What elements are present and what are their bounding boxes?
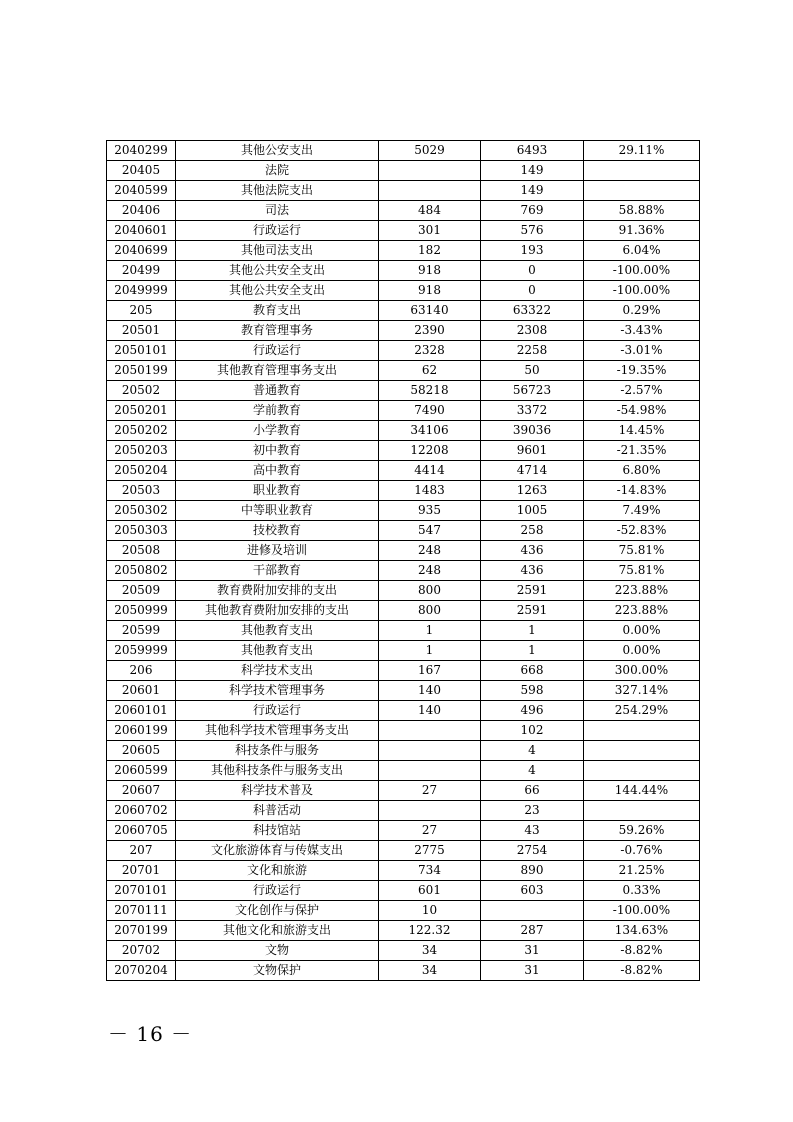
subject-name-cell: 其他公共安全支出 <box>176 261 379 281</box>
table-row <box>107 521 700 541</box>
table-row <box>107 261 700 281</box>
change-percent-cell: 0.00% <box>584 621 700 641</box>
change-percent-cell: 7.49% <box>584 501 700 521</box>
subject-code-cell: 20502 <box>107 381 176 401</box>
change-percent-cell: 6.04% <box>584 241 700 261</box>
subject-code-cell: 2050999 <box>107 601 176 621</box>
subject-name-cell: 科技馆站 <box>176 821 379 841</box>
table-row <box>107 541 700 561</box>
prior-amount-cell: 27 <box>379 781 481 801</box>
table-row <box>107 601 700 621</box>
change-percent-cell: -3.01% <box>584 341 700 361</box>
prior-amount-cell: 122.32 <box>379 921 481 941</box>
subject-name-cell: 学前教育 <box>176 401 379 421</box>
table-row <box>107 801 700 821</box>
subject-code-cell: 2040699 <box>107 241 176 261</box>
table-row <box>107 381 700 401</box>
prior-amount-cell: 484 <box>379 201 481 221</box>
table-row <box>107 441 700 461</box>
subject-code-cell: 20607 <box>107 781 176 801</box>
prior-amount-cell: 2328 <box>379 341 481 361</box>
table-row <box>107 581 700 601</box>
current-amount-cell: 102 <box>481 721 584 741</box>
prior-amount-cell <box>379 161 481 181</box>
budget-table-body <box>107 141 700 981</box>
prior-amount-cell: 7490 <box>379 401 481 421</box>
table-row <box>107 641 700 661</box>
subject-code-cell: 2050202 <box>107 421 176 441</box>
subject-name-cell: 文化和旅游 <box>176 861 379 881</box>
current-amount-cell: 668 <box>481 661 584 681</box>
prior-amount-cell: 167 <box>379 661 481 681</box>
subject-code-cell: 2050303 <box>107 521 176 541</box>
current-amount-cell: 1263 <box>481 481 584 501</box>
subject-code-cell: 2050802 <box>107 561 176 581</box>
subject-code-cell: 2060702 <box>107 801 176 821</box>
subject-name-cell: 科普活动 <box>176 801 379 821</box>
table-row <box>107 301 700 321</box>
prior-amount-cell: 140 <box>379 701 481 721</box>
prior-amount-cell: 1 <box>379 621 481 641</box>
change-percent-cell: 223.88% <box>584 601 700 621</box>
subject-name-cell: 其他教育管理事务支出 <box>176 361 379 381</box>
change-percent-cell: -3.43% <box>584 321 700 341</box>
current-amount-cell: 436 <box>481 561 584 581</box>
subject-code-cell: 2040601 <box>107 221 176 241</box>
current-amount-cell: 193 <box>481 241 584 261</box>
subject-code-cell: 2050199 <box>107 361 176 381</box>
change-percent-cell: 14.45% <box>584 421 700 441</box>
table-row <box>107 461 700 481</box>
table-row <box>107 561 700 581</box>
change-percent-cell: -52.83% <box>584 521 700 541</box>
change-percent-cell: 144.44% <box>584 781 700 801</box>
prior-amount-cell <box>379 721 481 741</box>
subject-name-cell: 科学技术管理事务 <box>176 681 379 701</box>
change-percent-cell: 91.36% <box>584 221 700 241</box>
current-amount-cell: 43 <box>481 821 584 841</box>
subject-name-cell: 行政运行 <box>176 221 379 241</box>
subject-name-cell: 教育支出 <box>176 301 379 321</box>
subject-name-cell: 法院 <box>176 161 379 181</box>
subject-code-cell: 2070101 <box>107 881 176 901</box>
change-percent-cell: -100.00% <box>584 261 700 281</box>
subject-code-cell: 2050204 <box>107 461 176 481</box>
table-row <box>107 781 700 801</box>
current-amount-cell: 603 <box>481 881 584 901</box>
table-row <box>107 161 700 181</box>
table-row <box>107 901 700 921</box>
current-amount-cell: 2258 <box>481 341 584 361</box>
subject-code-cell: 2070204 <box>107 961 176 981</box>
subject-name-cell: 中等职业教育 <box>176 501 379 521</box>
current-amount-cell: 149 <box>481 181 584 201</box>
subject-code-cell: 206 <box>107 661 176 681</box>
subject-code-cell: 2050201 <box>107 401 176 421</box>
table-row <box>107 221 700 241</box>
change-percent-cell: 29.11% <box>584 141 700 161</box>
prior-amount-cell: 1483 <box>379 481 481 501</box>
subject-code-cell: 20499 <box>107 261 176 281</box>
table-row <box>107 701 700 721</box>
subject-name-cell: 其他公共安全支出 <box>176 281 379 301</box>
subject-name-cell: 其他教育支出 <box>176 621 379 641</box>
subject-code-cell: 2059999 <box>107 641 176 661</box>
current-amount-cell: 149 <box>481 161 584 181</box>
subject-code-cell: 2070111 <box>107 901 176 921</box>
change-percent-cell: 58.88% <box>584 201 700 221</box>
table-row <box>107 481 700 501</box>
current-amount-cell: 436 <box>481 541 584 561</box>
table-row <box>107 921 700 941</box>
current-amount-cell: 287 <box>481 921 584 941</box>
current-amount-cell: 769 <box>481 201 584 221</box>
table-row <box>107 941 700 961</box>
change-percent-cell: 223.88% <box>584 581 700 601</box>
prior-amount-cell <box>379 181 481 201</box>
subject-name-cell: 文物 <box>176 941 379 961</box>
subject-code-cell: 2060101 <box>107 701 176 721</box>
subject-name-cell: 行政运行 <box>176 701 379 721</box>
change-percent-cell <box>584 741 700 761</box>
prior-amount-cell: 140 <box>379 681 481 701</box>
current-amount-cell: 1 <box>481 641 584 661</box>
current-amount-cell: 56723 <box>481 381 584 401</box>
change-percent-cell: 59.26% <box>584 821 700 841</box>
current-amount-cell: 6493 <box>481 141 584 161</box>
change-percent-cell <box>584 161 700 181</box>
prior-amount-cell: 27 <box>379 821 481 841</box>
table-row <box>107 721 700 741</box>
table-row <box>107 281 700 301</box>
prior-amount-cell: 182 <box>379 241 481 261</box>
table-row <box>107 761 700 781</box>
change-percent-cell: 134.63% <box>584 921 700 941</box>
subject-code-cell: 2070199 <box>107 921 176 941</box>
current-amount-cell <box>481 901 584 921</box>
current-amount-cell: 66 <box>481 781 584 801</box>
subject-name-cell: 其他公安支出 <box>176 141 379 161</box>
subject-code-cell: 20501 <box>107 321 176 341</box>
table-row <box>107 661 700 681</box>
subject-name-cell: 进修及培训 <box>176 541 379 561</box>
table-row <box>107 741 700 761</box>
subject-name-cell: 文化创作与保护 <box>176 901 379 921</box>
current-amount-cell: 23 <box>481 801 584 821</box>
subject-code-cell: 20701 <box>107 861 176 881</box>
prior-amount-cell: 800 <box>379 581 481 601</box>
change-percent-cell: -21.35% <box>584 441 700 461</box>
table-row <box>107 241 700 261</box>
change-percent-cell <box>584 761 700 781</box>
subject-code-cell: 20601 <box>107 681 176 701</box>
subject-code-cell: 207 <box>107 841 176 861</box>
prior-amount-cell: 918 <box>379 261 481 281</box>
subject-name-cell: 其他司法支出 <box>176 241 379 261</box>
subject-code-cell: 2050203 <box>107 441 176 461</box>
change-percent-cell: 75.81% <box>584 561 700 581</box>
change-percent-cell: -100.00% <box>584 901 700 921</box>
prior-amount-cell: 63140 <box>379 301 481 321</box>
subject-name-cell: 科技条件与服务 <box>176 741 379 761</box>
subject-code-cell: 2049999 <box>107 281 176 301</box>
table-row <box>107 201 700 221</box>
subject-name-cell: 教育管理事务 <box>176 321 379 341</box>
prior-amount-cell: 12208 <box>379 441 481 461</box>
table-row <box>107 881 700 901</box>
subject-code-cell: 2060199 <box>107 721 176 741</box>
current-amount-cell: 39036 <box>481 421 584 441</box>
change-percent-cell: 75.81% <box>584 541 700 561</box>
subject-name-cell: 其他法院支出 <box>176 181 379 201</box>
current-amount-cell: 2591 <box>481 601 584 621</box>
change-percent-cell: 254.29% <box>584 701 700 721</box>
table-row <box>107 621 700 641</box>
table-row <box>107 181 700 201</box>
change-percent-cell: 300.00% <box>584 661 700 681</box>
subject-name-cell: 文化旅游体育与传媒支出 <box>176 841 379 861</box>
prior-amount-cell: 800 <box>379 601 481 621</box>
subject-name-cell: 初中教育 <box>176 441 379 461</box>
subject-name-cell: 教育费附加安排的支出 <box>176 581 379 601</box>
prior-amount-cell: 34 <box>379 941 481 961</box>
current-amount-cell: 2591 <box>481 581 584 601</box>
current-amount-cell: 1 <box>481 621 584 641</box>
current-amount-cell: 2308 <box>481 321 584 341</box>
table-row <box>107 681 700 701</box>
subject-name-cell: 其他教育支出 <box>176 641 379 661</box>
current-amount-cell: 0 <box>481 261 584 281</box>
subject-name-cell: 技校教育 <box>176 521 379 541</box>
change-percent-cell: 327.14% <box>584 681 700 701</box>
prior-amount-cell: 547 <box>379 521 481 541</box>
subject-name-cell: 其他文化和旅游支出 <box>176 921 379 941</box>
subject-name-cell: 干部教育 <box>176 561 379 581</box>
prior-amount-cell: 248 <box>379 561 481 581</box>
subject-name-cell: 其他科技条件与服务支出 <box>176 761 379 781</box>
current-amount-cell: 63322 <box>481 301 584 321</box>
prior-amount-cell <box>379 801 481 821</box>
current-amount-cell: 4714 <box>481 461 584 481</box>
current-amount-cell: 31 <box>481 961 584 981</box>
subject-name-cell: 职业教育 <box>176 481 379 501</box>
prior-amount-cell: 935 <box>379 501 481 521</box>
subject-name-cell: 其他教育费附加安排的支出 <box>176 601 379 621</box>
page-number: － 16 － <box>108 1022 193 1046</box>
change-percent-cell: -54.98% <box>584 401 700 421</box>
table-row <box>107 421 700 441</box>
prior-amount-cell <box>379 761 481 781</box>
subject-code-cell: 20508 <box>107 541 176 561</box>
subject-code-cell: 2040599 <box>107 181 176 201</box>
subject-code-cell: 2040299 <box>107 141 176 161</box>
subject-code-cell: 20599 <box>107 621 176 641</box>
subject-code-cell: 20503 <box>107 481 176 501</box>
prior-amount-cell: 248 <box>379 541 481 561</box>
current-amount-cell: 4 <box>481 761 584 781</box>
prior-amount-cell: 301 <box>379 221 481 241</box>
subject-code-cell: 20605 <box>107 741 176 761</box>
subject-name-cell: 文物保护 <box>176 961 379 981</box>
change-percent-cell: 21.25% <box>584 861 700 881</box>
change-percent-cell: -100.00% <box>584 281 700 301</box>
subject-name-cell: 行政运行 <box>176 341 379 361</box>
prior-amount-cell: 5029 <box>379 141 481 161</box>
subject-code-cell: 2060599 <box>107 761 176 781</box>
prior-amount-cell: 734 <box>379 861 481 881</box>
prior-amount-cell: 918 <box>379 281 481 301</box>
table-row <box>107 341 700 361</box>
subject-name-cell: 其他科学技术管理事务支出 <box>176 721 379 741</box>
subject-name-cell: 科学技术支出 <box>176 661 379 681</box>
prior-amount-cell <box>379 741 481 761</box>
subject-name-cell: 行政运行 <box>176 881 379 901</box>
current-amount-cell: 496 <box>481 701 584 721</box>
subject-name-cell: 普通教育 <box>176 381 379 401</box>
table-row <box>107 501 700 521</box>
prior-amount-cell: 10 <box>379 901 481 921</box>
current-amount-cell: 598 <box>481 681 584 701</box>
subject-name-cell: 高中教育 <box>176 461 379 481</box>
subject-name-cell: 科学技术普及 <box>176 781 379 801</box>
current-amount-cell: 3372 <box>481 401 584 421</box>
current-amount-cell: 576 <box>481 221 584 241</box>
change-percent-cell: 0.00% <box>584 641 700 661</box>
prior-amount-cell: 1 <box>379 641 481 661</box>
subject-code-cell: 20406 <box>107 201 176 221</box>
change-percent-cell: -19.35% <box>584 361 700 381</box>
change-percent-cell: -14.83% <box>584 481 700 501</box>
current-amount-cell: 2754 <box>481 841 584 861</box>
prior-amount-cell: 2775 <box>379 841 481 861</box>
table-row <box>107 361 700 381</box>
table-row <box>107 321 700 341</box>
subject-code-cell: 2050302 <box>107 501 176 521</box>
subject-code-cell: 20509 <box>107 581 176 601</box>
table-row <box>107 861 700 881</box>
change-percent-cell: -8.82% <box>584 941 700 961</box>
current-amount-cell: 4 <box>481 741 584 761</box>
current-amount-cell: 31 <box>481 941 584 961</box>
change-percent-cell <box>584 721 700 741</box>
table-row <box>107 841 700 861</box>
change-percent-cell: -0.76% <box>584 841 700 861</box>
prior-amount-cell: 58218 <box>379 381 481 401</box>
table-row <box>107 821 700 841</box>
subject-code-cell: 20405 <box>107 161 176 181</box>
change-percent-cell: -2.57% <box>584 381 700 401</box>
subject-code-cell: 2060705 <box>107 821 176 841</box>
subject-name-cell: 小学教育 <box>176 421 379 441</box>
subject-code-cell: 205 <box>107 301 176 321</box>
change-percent-cell: 0.33% <box>584 881 700 901</box>
change-percent-cell <box>584 181 700 201</box>
change-percent-cell <box>584 801 700 821</box>
table-row <box>107 401 700 421</box>
table-row <box>107 961 700 981</box>
current-amount-cell: 9601 <box>481 441 584 461</box>
prior-amount-cell: 34106 <box>379 421 481 441</box>
current-amount-cell: 50 <box>481 361 584 381</box>
prior-amount-cell: 4414 <box>379 461 481 481</box>
subject-name-cell: 司法 <box>176 201 379 221</box>
prior-amount-cell: 62 <box>379 361 481 381</box>
current-amount-cell: 258 <box>481 521 584 541</box>
subject-code-cell: 2050101 <box>107 341 176 361</box>
change-percent-cell: -8.82% <box>584 961 700 981</box>
change-percent-cell: 0.29% <box>584 301 700 321</box>
current-amount-cell: 1005 <box>481 501 584 521</box>
prior-amount-cell: 601 <box>379 881 481 901</box>
subject-code-cell: 20702 <box>107 941 176 961</box>
current-amount-cell: 890 <box>481 861 584 881</box>
table-row <box>107 141 700 161</box>
current-amount-cell: 0 <box>481 281 584 301</box>
budget-table <box>106 140 700 981</box>
prior-amount-cell: 34 <box>379 961 481 981</box>
change-percent-cell: 6.80% <box>584 461 700 481</box>
prior-amount-cell: 2390 <box>379 321 481 341</box>
